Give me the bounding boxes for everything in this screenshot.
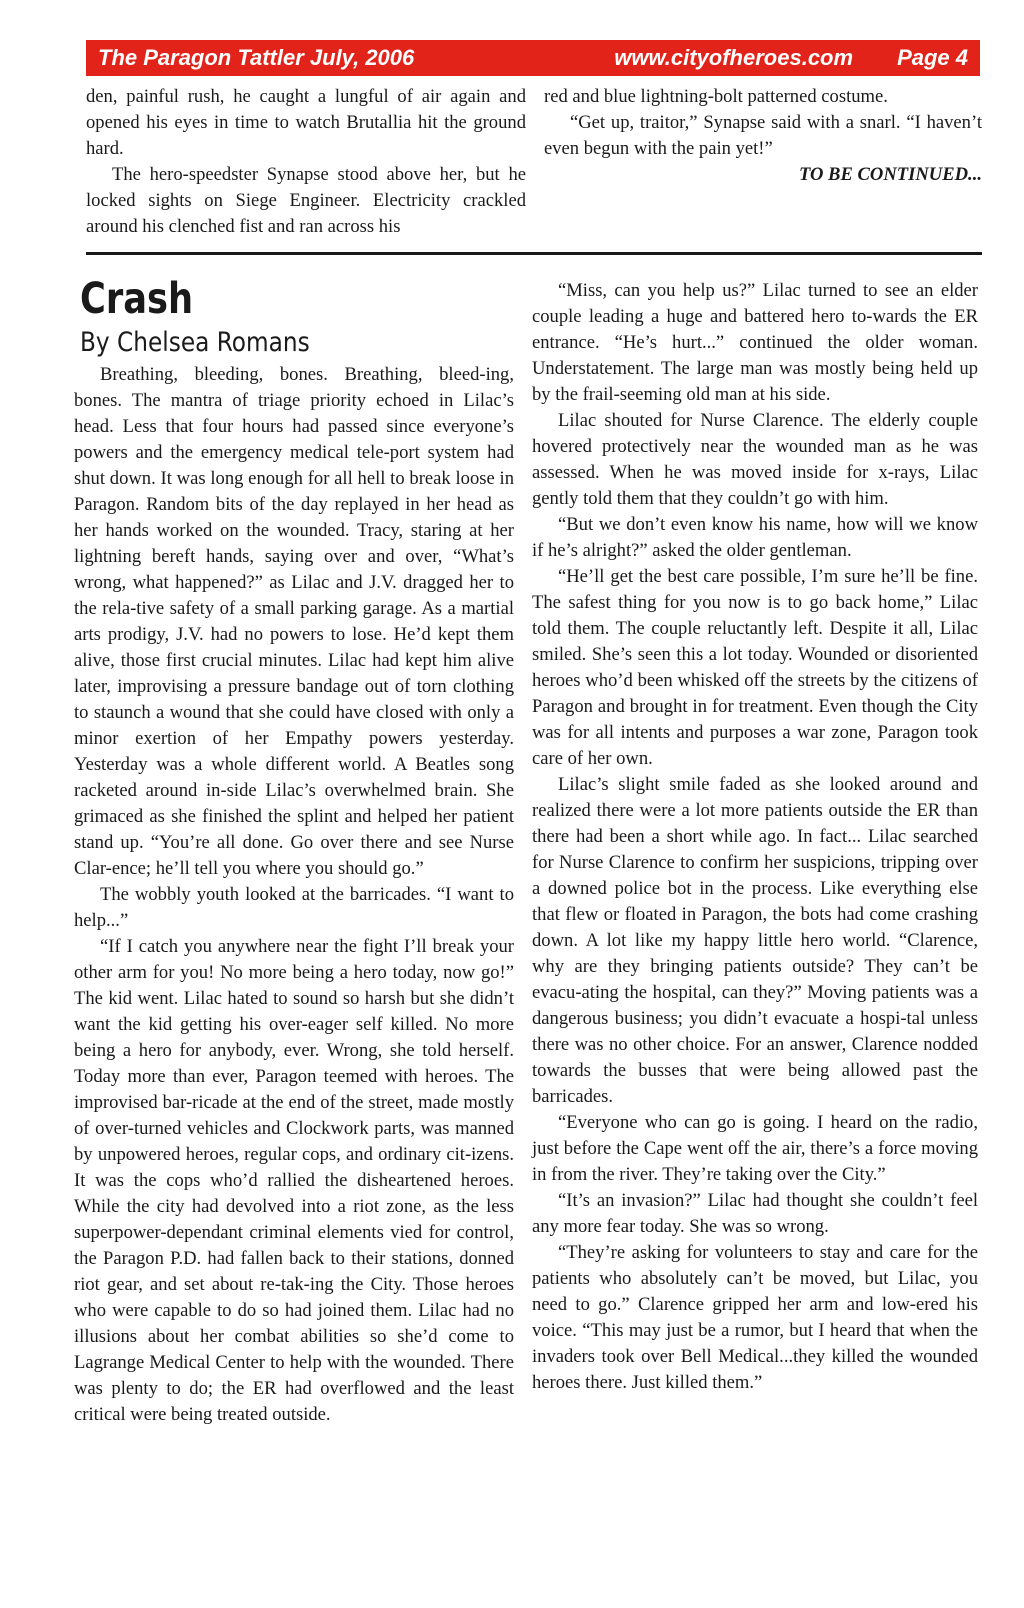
paragraph: “Miss, can you help us?” Lilac turned to see an elder couple leading a huge and battered hero to-wards the ER entrance. “He’s hurt...” continued the older woman. Understatement. The large man was mostly being held up by the frail-seeming old man at his side. [532,280,978,405]
paragraph: The hero-speedster Synapse stood above her, but he locked sights on Siege Engineer. Electricity crackled around his clenched fist and ran across his [86,164,526,237]
article-right-column [532,278,978,1396]
article-byline: By Chelsea Romans [80,327,310,358]
paragraph: “But we don’t even know his name, how will we know if he’s alright?” asked the older gentleman. [532,514,978,561]
page-header [86,40,980,76]
paragraph: red and blue lightning-bolt patterned costume. [544,86,888,107]
previous-story-right-column [544,84,982,188]
paragraph: “They’re asking for volunteers to stay and care for the patients who absolutely can’t be moved, but Lilac, you need to go.” Clarence gripped her arm and low-ered his voice. “This may just be a rumor, but I heard that when the invaders took over Bell Medical...they killed the wounded heroes there. Just killed them.” [532,1242,978,1393]
paragraph: Lilac’s slight smile faded as she looked around and realized there were a lot more patients outside the ER than there had been a short while ago. In fact... Lilac searched for Nurse Clarence to confirm her suspicions, tripping over a downed police bot in the process. Like everything else that flew or floated in Paragon, the bots had come crashing down. A lot like my happy little hero world. “Clarence, why are they bringing patients outside? They can’t be evacu-ating the hospital, can they?” Moving patients was a dangerous business; you didn’t evacuate a hospi-tal unless there was no other choice. For an answer, Clarence nodded towards the busses that were being allowed past the barricades. [532,774,978,1107]
paragraph: “It’s an invasion?” Lilac had thought she couldn’t feel any more fear today. She was so wrong. [532,1190,978,1237]
publication-title: The Paragon Tattler July, 2006 [98,45,415,70]
paragraph: den, painful rush, he caught a lungful of air again and opened his eyes in time to watch Brutallia hit the ground hard. [86,86,526,159]
paragraph: Breathing, bleeding, bones. Breathing, bleed-ing, bones. The mantra of triage priority echoed in Lilac’s head. Less that four hours had passed since everyone’s powers and the emergency medical tele-port system had shut down. It was long enough for all hell to break loose in Paragon. Random bits of the day replayed in her head as her hands worked on the wounded. Tracy, staring at her lightning bereft hands, saying over and over, “What’s wrong, what happened?” as Lilac and J.V. dragged her to the rela-tive safety of a small parking garage. As a martial arts prodigy, J.V. had no powers to lose. He’d kept them alive, those first crucial minutes. Lilac had kept him alive later, improvising a pressure bandage out of torn clothing to staunch a wound that she could have closed with only a minor exertion of her Empathy powers yesterday. Yesterday was a whole different world. A Beatles song racketed around in-side Lilac’s overwhelmed brain. She grimaced as she finished the splint and helped her patient stand up. “You’re all done. Go over there and see Nurse Clar-ence; he’ll tell you where you should go.” [74,364,514,879]
section-divider [86,252,982,255]
paragraph: “Everyone who can go is going. I heard on the radio, just before the Cape went off the air, there’s a force moving in from the river. They’re taking over the City.” [532,1112,978,1185]
paragraph: “He’ll get the best care possible, I’m sure he’ll be fine. The safest thing for you now is to go back home,” Lilac told them. The couple reluctantly left. Despite it all, Lilac smiled. She’s seen this a lot today. Wounded or disoriented heroes who’d been whisked off the streets by the citizens of Paragon and brought in for treatment. Even though the City was for all intents and purposes a war zone, Paragon took care of her own. [532,566,978,769]
paragraph: “Get up, traitor,” Synapse said with a snarl. “I haven’t even begun with the pain yet!” [544,112,982,159]
previous-story-left-column [86,84,526,240]
paragraph: The wobbly youth looked at the barricades. “I want to help...” [74,884,514,931]
article-title: Crash [80,274,194,324]
article-left-column [74,362,514,1428]
to-be-continued: TO BE CONTINUED... [798,164,982,185]
website-url: www.cityofheroes.com [614,45,854,70]
paragraph: “If I catch you anywhere near the fight I’ll break your other arm for you! No more being a hero today, now go!” The kid went. Lilac hated to sound so harsh but she didn’t want the kid getting his over-eager self killed. No more being a hero for anybody, ever. Wrong, she told herself. Today more than ever, Paragon teemed with heroes. The improvised bar-ricade at the end of the street, made mostly of over-turned vehicles and Clockwork parts, was manned by unpowered heroes, regular cops, and ordinary cit-izens. It was the cops who’d rallied the disheartened heroes. While the city had devolved into a riot zone, as the less superpower-dependant criminal elements vied for control, the Paragon P.D. had fallen back to their stations, donned riot gear, and set about re-tak-ing the City. Those heroes who were capable to do so had joined them. Lilac had no illusions about her combat abilities so she’d come to Lagrange Medical Center to help with the wounded. There was plenty to do; the ER had overflowed and the least critical were being treated outside. [74,936,514,1425]
page-number: Page 4 [897,45,968,70]
paragraph: Lilac shouted for Nurse Clarence. The elderly couple hovered protectively near the wounded man as he was assessed. When he was moved inside for x-rays, Lilac gently told them that they couldn’t go with him. [532,410,978,509]
